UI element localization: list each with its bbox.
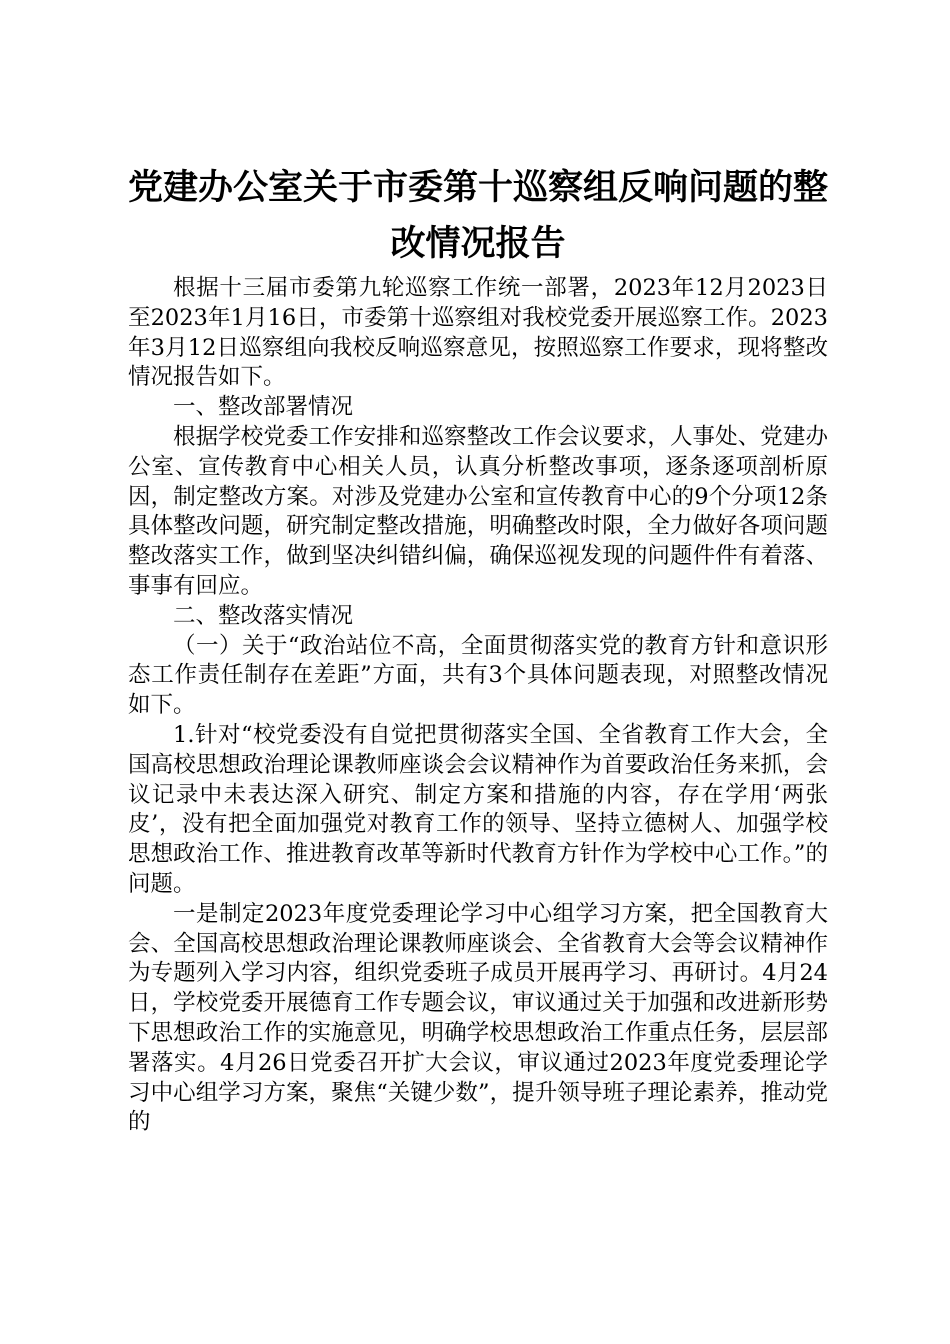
document-title [128, 160, 828, 272]
title-line-2: 改情况报告 [390, 224, 566, 264]
issue-paragraph: 1.针对“校党委没有自觉把贯彻落实全国、全省教育工作大会，全国高校思想政治理论课教师座谈会会议精神作为首要政治任务来抓，会议记录中未表达深入研究、制定方案和措施的内容，存在学用‘两张皮’，没有把全面加强党对教育工作的领导、坚持立德树人、加强学校思想政治工作、推进教育改革等新时代教育方针作为学校中心工作。”的问题。 [128, 721, 828, 897]
document-page [128, 160, 828, 1138]
subsection-paragraph: （一）关于“政治站位不高，全面贯彻落实党的教育方针和意识形态工作责任制存在差距”方面，共有3个具体问题表现，对照整改情况如下。 [128, 632, 828, 719]
section-heading-deployment: 一、整改部署情况 [173, 394, 354, 421]
title-line-1: 党建办公室关于市委第十巡察组反响问题的整 [128, 168, 829, 208]
deployment-paragraph: 根据学校党委工作安排和巡察整改工作会议要求，人事处、党建办公室、宣传教育中心相关人员，认真分析整改事项，逐条逐项剖析原因，制定整改方案。对涉及党建办公室和宣传教育中心的9个分项12条具体整改问题，研究制定整改措施，明确整改时限，全力做好各项问题整改落实工作，做到坚决纠错纠偏，确保巡视发现的问题件件有着落、事事有回应。 [128, 423, 828, 599]
measures-paragraph: 一是制定2023年度党委理论学习中心组学习方案，把全国教育大会、全国高校思想政治理论课教师座谈会、全省教育大会等会议精神作为专题列入学习内容，组织党委班子成员开展再学习、再研讨。4月24日，学校党委开展德育工作专题会议，审议通过关于加强和改进新形势下思想政治工作的实施意见，明确学校思想政治工作重点任务，层层部署落实。4月26日党委召开扩大会议，审议通过2023年度党委理论学习中心组学习方案，聚焦“关键少数”，提升领导班子理论素养，推动党的 [128, 900, 828, 1136]
section-heading-implementation: 二、整改落实情况 [173, 602, 354, 629]
document-body [128, 274, 828, 1138]
intro-paragraph: 根据十三届市委第九轮巡察工作统一部署，2023年12月2023日至2023年1月16日，市委第十巡察组对我校党委开展巡察工作。2023年3月12日巡察组向我校反响巡察意见，按照巡察工作要求，现将整改情况报告如下。 [128, 275, 828, 391]
